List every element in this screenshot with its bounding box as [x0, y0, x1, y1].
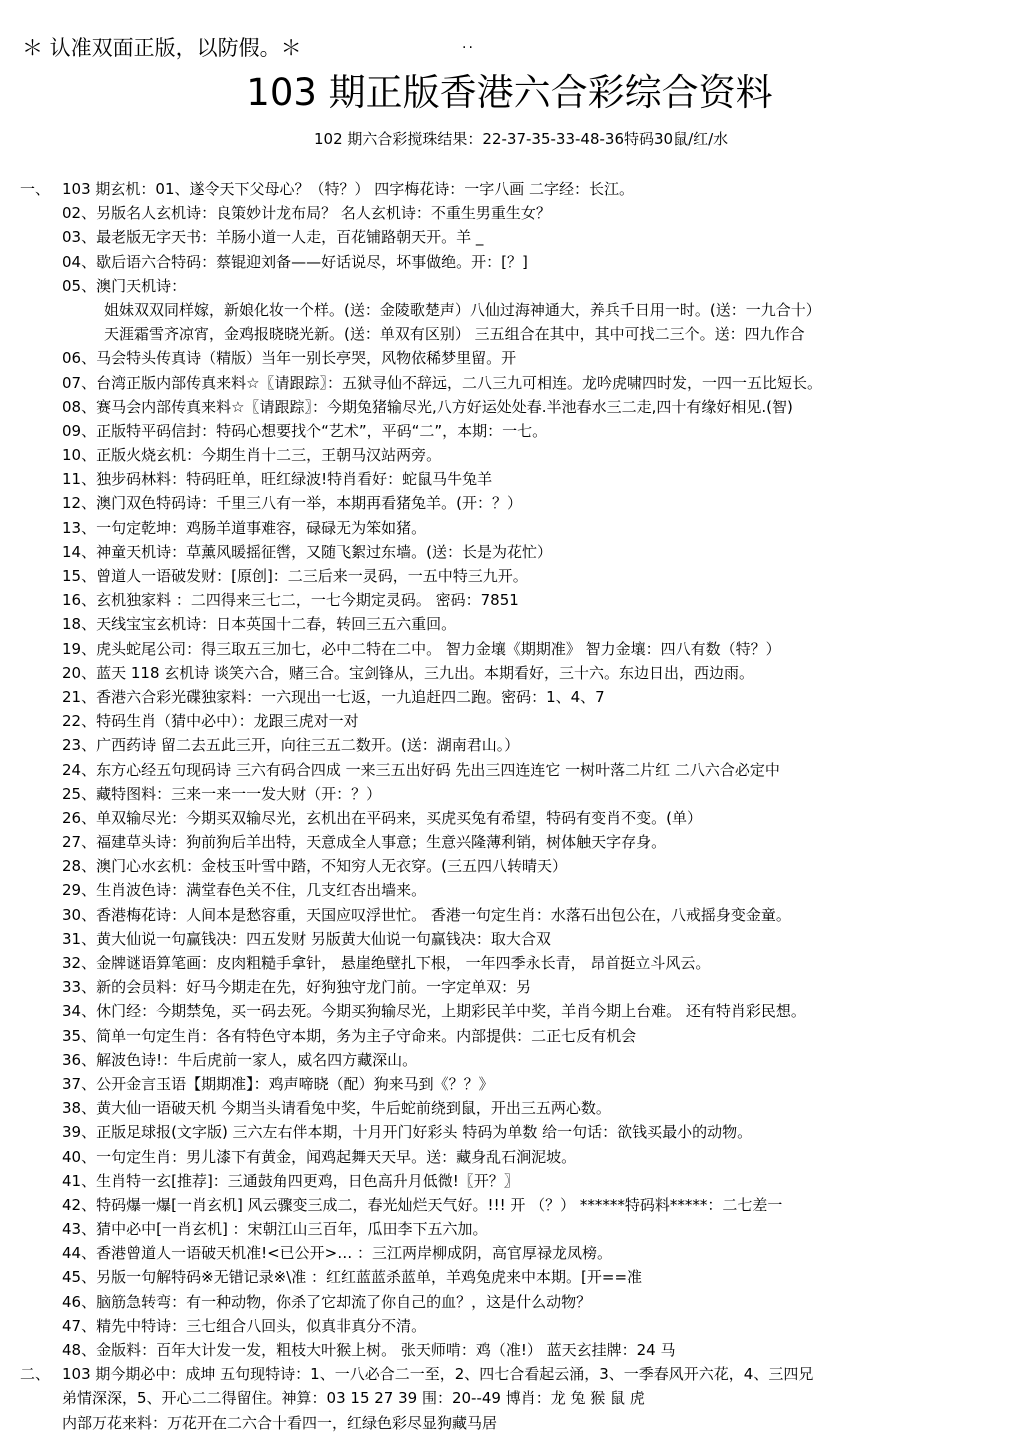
list-item	[20, 1072, 1010, 1096]
list-item	[20, 782, 1010, 806]
list-item	[20, 346, 1010, 370]
list-item-text: 05、澳门天机诗：	[62, 276, 187, 295]
list-item	[20, 1386, 1010, 1410]
list-item-text: 38、黄大仙一语破天机 今期当头请看兔中奖，牛后蛇前绕到鼠，开出三五两心数。	[62, 1099, 611, 1118]
list-item	[20, 177, 1010, 201]
list-item-text: 23、广西药诗 留二去五此三开，向往三五二数开。(送：湖南君山。）	[62, 736, 520, 755]
list-item	[20, 951, 1010, 975]
list-item-text: 28、澳门心水玄机：金枝玉叶雪中踏，不知穷人无衣穿。(三五四八转晴天）	[62, 857, 567, 876]
list-item-text: 08、赛马会内部传真来料☆〖请跟踪〗：今期兔猪输尽光,八方好运处处春.半池春水三二走,四十有缘好相见.(智)	[62, 397, 793, 416]
list-item	[20, 371, 1010, 395]
list-item	[20, 322, 1010, 346]
list-item	[20, 709, 1010, 733]
list-item-text: 弟情深深，5、开心二二得留住。神算：03 15 27 39 围：20--49 博肖：龙 兔 猴 鼠 虎	[62, 1389, 645, 1408]
list-item	[20, 1314, 1010, 1338]
list-item-text: 16、玄机独家料 ：二四得来三七二，一七今期定灵码。 密码：7851	[62, 591, 519, 610]
list-item	[20, 225, 1010, 249]
list-item-text: 07、台湾正版内部传真来料☆〖请跟踪〗：五狱寻仙不辞远，二八三九可相连。龙吟虎啸四时发，一四一五比短长。	[62, 373, 823, 392]
list-item	[20, 854, 1010, 878]
list-item-text: 44、香港曾道人一语破天机准!<已公开>… ：三江两岸柳成阴，高官厚禄龙凤榜。	[62, 1244, 613, 1263]
section-marker: 一、	[20, 180, 51, 198]
list-item	[20, 588, 1010, 612]
list-item-text: 26、单双输尽光：今期买双输尽光，玄机出在平码来，买虎买兔有希望，特码有变肖不变。(单）	[62, 808, 702, 827]
list-item-text: 41、生肖特一玄[推荐]：三通鼓角四更鸡，日色高升月低微!〖开？〗	[62, 1171, 519, 1190]
content-list	[20, 177, 1010, 1435]
list-item	[20, 467, 1010, 491]
list-item	[20, 1338, 1010, 1362]
list-item	[20, 1241, 1010, 1265]
list-item-text: 13、一句定乾坤：鸡肠羊道事难容，碌碌无为笨如猪。	[62, 518, 427, 537]
list-item	[20, 1096, 1010, 1120]
list-item	[20, 250, 1010, 274]
draw-result: 102 期六合彩搅珠结果：22-37-35-33-48-36特码30鼠/红/水	[314, 130, 729, 148]
list-item-text: 46、脑筋急转弯：有一种动物，你杀了它却流了你自己的血？，这是什么动物？	[62, 1292, 592, 1311]
list-item	[20, 661, 1010, 685]
list-item-text: 47、精先中特诗：三七组合八回头，似真非真分不清。	[62, 1316, 427, 1335]
list-item-text: 04、歇后语六合特码：蔡锟迎刘备——好话说尽，坏事做绝。开：[？]	[62, 252, 528, 271]
list-item-text: 30、香港梅花诗：人间本是愁容重，天国应叹浮世忙。 香港一句定生肖：水落石出包公在，八戒摇身变金童。	[62, 905, 791, 924]
list-item-text: 42、特码爆一爆[一肖玄机] 风云骤变三成二，春光灿烂天气好。!!! 开 （？） ******特码料*****：二七差一	[62, 1195, 783, 1214]
list-item	[20, 491, 1010, 515]
list-item	[20, 733, 1010, 757]
list-item	[20, 1411, 1010, 1435]
list-item-text: 37、公开金言玉语【期期准】：鸡声啼晓（配）狗来马到《？？》	[62, 1074, 494, 1093]
list-item	[20, 1169, 1010, 1193]
list-item	[20, 201, 1010, 225]
list-item-text: 10、正版火烧玄机：今期生肖十二三，王朝马汉站两旁。	[62, 446, 442, 465]
list-item-text: 103 期玄机：01、遂令天下父母心？（特？） 四字梅花诗：一字八画 二字经：长江。	[62, 180, 635, 198]
list-item	[20, 975, 1010, 999]
list-item-text: 02、另版名人玄机诗：良策妙计龙布局？ 名人玄机诗：不重生男重生女？	[62, 204, 551, 223]
list-item	[20, 1145, 1010, 1169]
list-item-text: 24、东方心经五句现码诗 三六有码合四成 一来三五出好码 先出三四连连它 一树叶落二片红 二八六合必定中	[62, 760, 780, 779]
list-item-text: 36、解波色诗!：牛后虎前一家人，威名四方藏深山。	[62, 1050, 418, 1069]
list-item-text: 09、正版特平码信封：特码心想要找个“艺术”，平码“二”，本期：一七。	[62, 421, 548, 440]
list-item	[20, 298, 1010, 322]
list-item	[20, 516, 1010, 540]
list-item-text: 15、曾道人一语破发财：[原创]：二三后来一灵码，一五中特三九开。	[62, 567, 528, 585]
list-item	[20, 274, 1010, 298]
list-item	[20, 878, 1010, 902]
list-item-text: 19、虎头蛇尾公司：得三取五三加七，必中二特在二中。 智力金壤《期期准》 智力金壤：四八有数（特？）	[62, 639, 781, 658]
list-item-text: 48、金版料：百年大计发一发，粗枝大叶猴上树。 张天师啃：鸡（准!） 蓝天玄挂牌：24 马	[62, 1341, 676, 1359]
list-item	[20, 1120, 1010, 1144]
list-item-text: 45、另版一句解特码※无错记录※\准 ：红红蓝蓝杀蓝单，羊鸡兔虎来中本期。[开==准	[62, 1268, 643, 1287]
list-item	[20, 806, 1010, 830]
list-item-text: 32、金牌谜语算笔画：皮肉粗糙手拿针， 悬崖绝壁扎下根， 一年四季永长青， 昂首挺立斗风云。	[62, 954, 711, 972]
list-item-text: 内部万花来料：万花开在二六合十看四一，红绿色彩尽显狗藏马居	[62, 1413, 498, 1432]
list-item	[20, 564, 1010, 588]
list-item-text: 20、蓝天 118 玄机诗 谈笑六合，赌三合。宝剑锋从，三九出。本期看好，三十六。东边日出，西边雨。	[62, 663, 755, 682]
list-item	[20, 1265, 1010, 1289]
list-item	[20, 1217, 1010, 1241]
list-item-text: 39、正版足球报(文字版) 三六左右伴本期，十月开门好彩头 特码为单数 给一句话：欲钱买最小的动物。	[62, 1123, 753, 1142]
list-item	[20, 1290, 1010, 1314]
list-item-text: 40、一句定生肖：男儿漆下有黄金，闻鸡起舞天天早。送：藏身乱石涧泥坡。	[62, 1147, 577, 1166]
list-item	[20, 443, 1010, 467]
list-item-text: 18、天线宝宝玄机诗：日本英国十二春，转回三五六重回。	[62, 615, 457, 634]
list-item-text: 43、猜中必中[一肖玄机] ：宋朝江山三百年，瓜田李下五六加。	[62, 1220, 488, 1239]
list-item	[20, 999, 1010, 1023]
dots-mark: ..	[462, 36, 475, 52]
list-item-text: 天涯霜雪齐凉宵，金鸡报晓晓光新。(送：单双有区别） 三五组合在其中，其中可找二三个。送：四九作合	[104, 325, 805, 344]
list-item-text: 姐妹双双同样嫁，新娘化妆一个样。(送：金陵歌楚声）八仙过海神通大，养兵千日用一时。(送：一九合十）	[104, 300, 821, 319]
list-item-text: 03、最老版无字天书：羊肠小道一人走，百花铺路朝天开。羊 _	[62, 228, 484, 247]
list-item	[20, 637, 1010, 661]
list-item-text: 06、马会特头传真诗（精版）当年一别长亭哭，风物依稀梦里留。开	[62, 349, 517, 368]
list-item-text: 14、神童天机诗：草薰风暖摇征辔，又随飞絮过东墙。(送：长是为花忙）	[62, 542, 552, 561]
list-item-text: 33、新的会员料：好马今期走在先，好狗独守龙门前。一字定单双：另	[62, 978, 532, 997]
list-item-text: 27、福建草头诗：狗前狗后羊出特，天意成全人事意；生意兴隆薄利销，树体触天字存身。	[62, 833, 667, 852]
page-title: 103 期正版香港六合彩综合资料	[246, 71, 773, 114]
list-item-text: 29、生肖波色诗：满堂春色关不住，几支红杏出墙来。	[62, 881, 427, 900]
section-marker: 二、	[20, 1365, 51, 1384]
list-item-text: 34、休门经：今期禁兔，买一码去死。今期买狗输尽光，上期彩民羊中奖，羊肖今期上台难。 还有特肖彩民想。	[62, 1002, 806, 1021]
list-item	[20, 903, 1010, 927]
list-item	[20, 830, 1010, 854]
list-item-text: 25、藏特图料：三来一来一一发大财（开：？）	[62, 784, 382, 803]
list-item	[20, 1048, 1010, 1072]
list-item	[20, 685, 1010, 709]
list-item-text: 35、简单一句定生肖：各有特色守本期，务为主子守命来。内部提供：二正七反有机会	[62, 1026, 637, 1045]
authenticity-notice: ＊ 认准双面正版，以防假。＊	[22, 36, 302, 60]
list-item	[20, 1024, 1010, 1048]
list-item-text: 12、澳门双色特码诗：千里三八有一举，本期再看猪兔羊。(开：？）	[62, 494, 522, 513]
list-item	[20, 1362, 1010, 1386]
list-item-text: 22、特码生肖（猜中必中）：龙跟三虎对一对	[62, 712, 359, 731]
list-item-text: 103 期今期必中：成坤 五句现特诗：1、一八必合二一至，2、四七合看起云涌，3、一季春风开六花，4、三四兄	[62, 1365, 814, 1384]
list-item	[20, 612, 1010, 636]
list-item	[20, 1193, 1010, 1217]
list-item-text: 31、黄大仙说一句赢钱决：四五发财 另版黄大仙说一句赢钱决：取大合双	[62, 929, 551, 948]
list-item-text: 21、香港六合彩光碟独家料：一六现出一七返，一九追赶四二跑。密码：1、4、7	[62, 687, 605, 706]
list-item	[20, 395, 1010, 419]
list-item	[20, 927, 1010, 951]
list-item	[20, 758, 1010, 782]
list-item	[20, 540, 1010, 564]
list-item	[20, 419, 1010, 443]
list-item-text: 11、独步码林料：特码旺单，旺红绿波!特肖看好：蛇鼠马牛兔羊	[62, 470, 493, 489]
